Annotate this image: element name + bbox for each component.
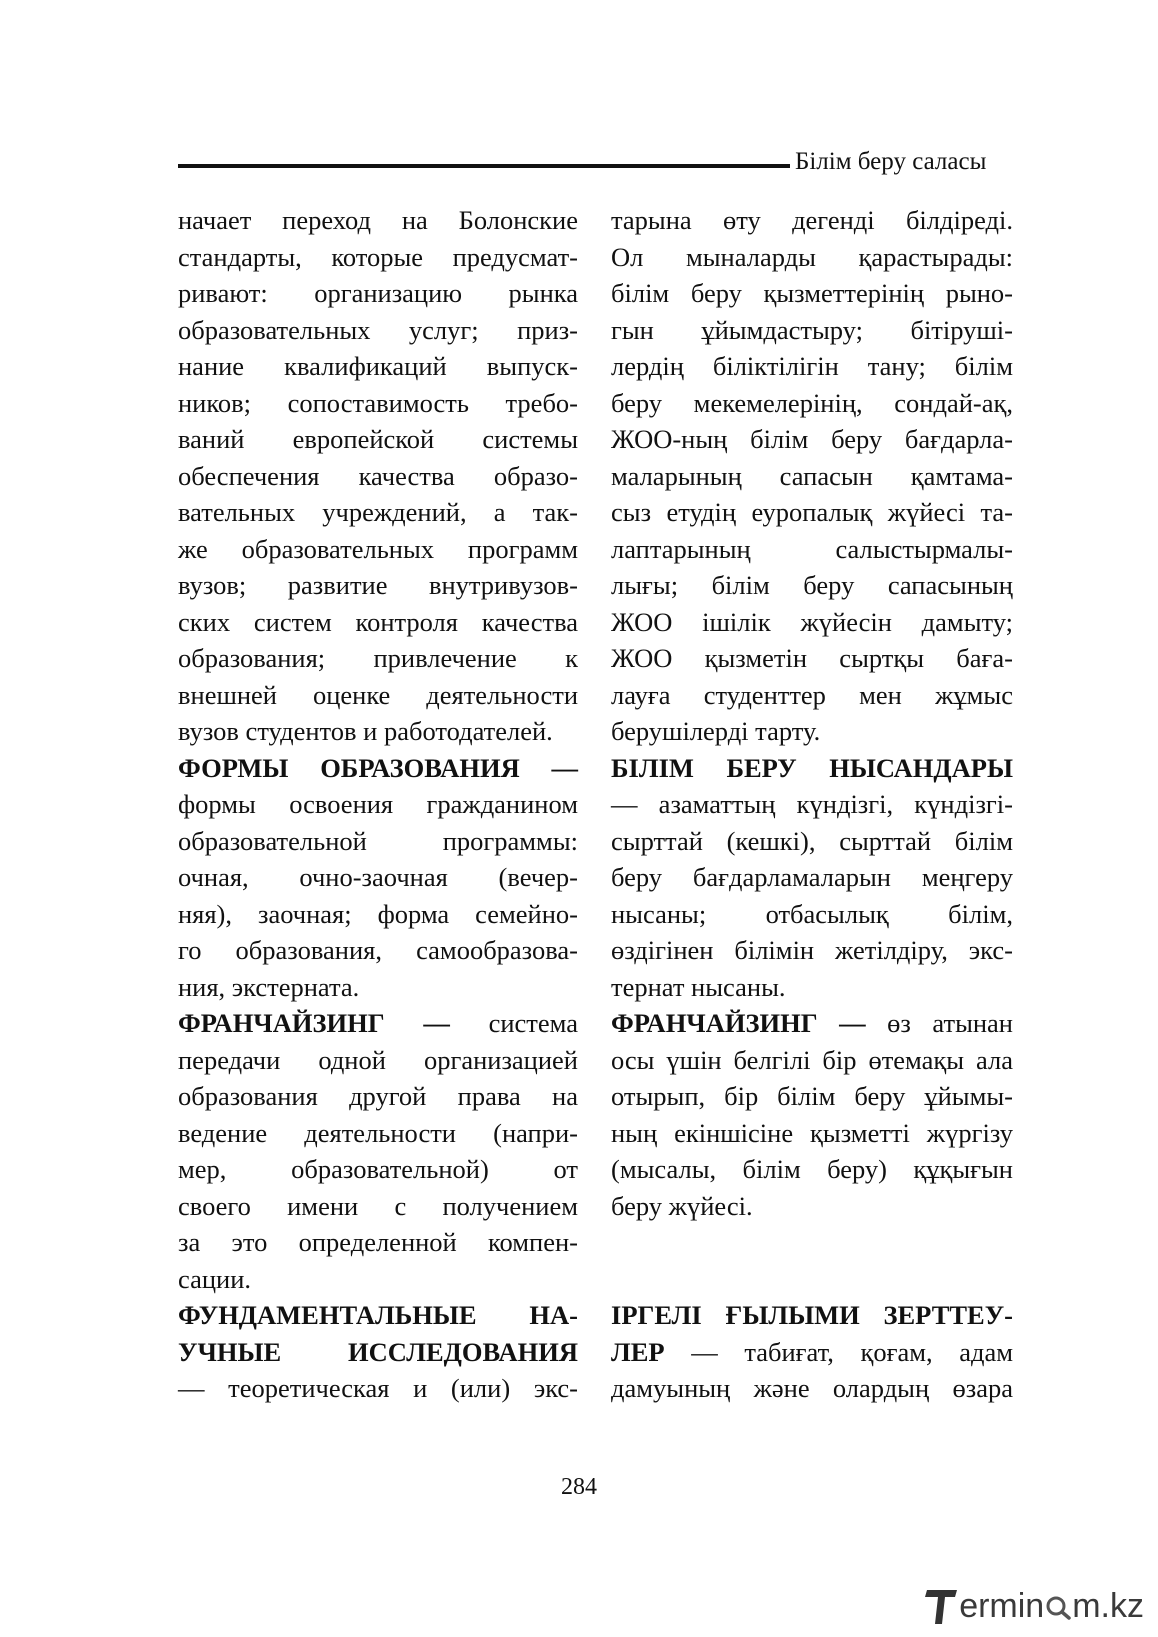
text-line <box>178 604 578 641</box>
line-text: лердің біліктілігін тану; білім <box>611 351 1013 381</box>
text-line <box>611 1297 1013 1334</box>
line-text: своего имени с получением <box>178 1190 578 1221</box>
line-text: Ол мыналарды қарастырады: <box>611 241 1013 272</box>
line-text: няя), заочная; форма семейно- <box>178 898 578 929</box>
line-text: обеспечения качества образо- <box>178 460 578 491</box>
line-text: передачи одной организацией <box>178 1044 578 1075</box>
line-text: внешней оценке деятельности <box>178 679 578 710</box>
line-text: лығы; білім беру сапасының <box>611 570 1013 600</box>
text-line <box>611 1042 1013 1079</box>
text-line <box>611 239 1013 276</box>
text-line <box>611 640 1013 677</box>
text-line <box>178 1115 578 1152</box>
magnifier-icon <box>1044 1592 1072 1620</box>
text-line <box>611 932 1013 969</box>
text-line <box>178 640 578 677</box>
line-text: осы үшін белгілі бір өтемақы ала <box>611 1044 1013 1075</box>
line-text: ваний европейской системы <box>178 424 578 454</box>
watermark-prefix: ermin <box>959 1586 1045 1625</box>
line-text: образования другой права на <box>178 1081 578 1111</box>
line-text: ЖОО ішілік жүйесін дамыту; <box>611 606 1013 637</box>
term-heading: УЧНЫЕ ИССЛЕДОВАНИЯ <box>178 1336 578 1367</box>
text-line <box>611 494 1013 531</box>
text-line <box>611 1078 1013 1115</box>
text-line <box>611 1151 1013 1188</box>
text-line <box>178 1224 578 1261</box>
line-text: дамуының және олардың өзара <box>611 1373 1013 1403</box>
term-heading: ФУНДАМЕНТАЛЬНЫЕ НА- <box>178 1300 578 1330</box>
term-heading: БІЛІМ БЕРУ НЫСАНДАРЫ <box>611 752 1013 783</box>
text-line <box>611 1370 1013 1407</box>
left-column <box>178 202 578 1407</box>
line-text: берушілерді тарту. <box>611 716 821 746</box>
text-line <box>178 786 578 823</box>
text-line <box>178 1297 578 1334</box>
text-line <box>611 604 1013 641</box>
termincom-t-icon <box>925 1586 959 1626</box>
line-text: тернат нысаны. <box>611 971 786 1002</box>
text-line <box>611 896 1013 933</box>
term-heading: ІРГЕЛІ ҒЫЛЫМИ ЗЕРТТЕУ- <box>611 1300 1013 1330</box>
line-text: вательных учреждений, а так- <box>178 497 578 527</box>
text-line <box>178 385 578 422</box>
line-text: сации. <box>178 1263 252 1294</box>
text-line <box>611 531 1013 568</box>
text-line <box>178 202 578 239</box>
term-heading: ФОРМЫ ОБРАЗОВАНИЯ — <box>178 752 578 783</box>
text-line <box>178 896 578 933</box>
text-line <box>178 531 578 568</box>
text-line <box>611 823 1013 860</box>
running-title: Білім беру саласы <box>795 148 987 175</box>
blank-line <box>611 1261 1013 1298</box>
line-text: ских систем контроля качества <box>178 606 578 637</box>
text-line <box>178 1005 578 1042</box>
text-line <box>178 932 578 969</box>
text-line <box>178 859 578 896</box>
line-text: білім беру қызметтерінің рыно- <box>611 278 1013 308</box>
text-line <box>178 1370 578 1407</box>
text-line <box>178 312 578 349</box>
text-line <box>611 385 1013 422</box>
line-text: беру жүйесі. <box>611 1190 753 1221</box>
text-line <box>611 1334 1013 1371</box>
text-line <box>178 750 578 787</box>
text-line <box>611 421 1013 458</box>
line-text: беру бағдарламаларын меңгеру <box>611 862 1013 892</box>
line-text: формы освоения гражданином <box>178 789 578 819</box>
text-line <box>178 1188 578 1225</box>
line-text: очная, очно-заочная (вечер- <box>178 862 578 892</box>
watermark-logo <box>925 1583 1144 1629</box>
text-line <box>178 458 578 495</box>
term-heading: ФРАНЧАЙЗИНГ — <box>178 1008 450 1038</box>
line-text: ның екіншісіне қызметті жүргізу <box>611 1117 1013 1148</box>
line-text: го образования, самообразова- <box>178 935 578 965</box>
line-text: — табиғат, қоғам, адам <box>664 1336 1013 1367</box>
line-text: — азаматтың күндізгі, күндізгі- <box>611 789 1013 819</box>
line-text: лауға студенттер мен жұмыс <box>611 679 1013 710</box>
text-line <box>611 1115 1013 1152</box>
term-heading: ФРАНЧАЙЗИНГ — <box>611 1008 866 1038</box>
line-text: гын ұйымдастыру; бітіруші- <box>611 314 1013 345</box>
text-line <box>178 713 578 750</box>
text-line <box>178 969 578 1006</box>
line-text: вузов; развитие внутривузов- <box>178 570 578 600</box>
text-line <box>178 823 578 860</box>
text-line <box>178 1261 578 1298</box>
text-line <box>178 677 578 714</box>
text-line <box>611 713 1013 750</box>
term-heading: ЛЕР <box>611 1336 665 1367</box>
line-text: вузов студентов и работодателей. <box>178 716 553 746</box>
text-line <box>611 312 1013 349</box>
line-text: беру мекемелерінің, сондай-ақ, <box>611 387 1013 418</box>
line-text: нысаны; отбасылық білім, <box>611 898 1013 929</box>
text-line <box>611 969 1013 1006</box>
text-line <box>178 421 578 458</box>
text-line <box>611 1005 1013 1042</box>
text-line <box>611 750 1013 787</box>
text-line <box>611 458 1013 495</box>
line-text: система <box>449 1008 578 1038</box>
text-line <box>178 494 578 531</box>
text-line <box>611 859 1013 896</box>
line-text: ников; сопоставимость требо- <box>178 387 578 418</box>
text-line <box>178 239 578 276</box>
text-line <box>178 275 578 312</box>
text-line <box>178 1042 578 1079</box>
line-text: стандарты, которые предусмат- <box>178 241 578 272</box>
text-line <box>611 1188 1013 1225</box>
line-text: образовательной программы: <box>178 825 578 856</box>
line-text: образовательных услуг; приз- <box>178 314 578 345</box>
right-column <box>611 202 1013 1407</box>
watermark-suffix: m.kz <box>1072 1586 1144 1625</box>
line-text: ния, экстерната. <box>178 971 360 1002</box>
text-line <box>611 202 1013 239</box>
text-line <box>611 677 1013 714</box>
line-text: лаптарының салыстырмалы- <box>611 533 1013 564</box>
text-line <box>178 567 578 604</box>
text-line <box>178 1334 578 1371</box>
text-line <box>178 1151 578 1188</box>
blank-line <box>611 1224 1013 1261</box>
line-text: маларының сапасын қамтама- <box>611 460 1013 491</box>
text-line <box>611 786 1013 823</box>
text-line <box>178 1078 578 1115</box>
text-line <box>611 348 1013 385</box>
line-text: ЖОО қызметін сыртқы баға- <box>611 643 1013 673</box>
line-text: ривают: организацию рынка <box>178 278 578 308</box>
line-text: сыз етудің еуропалық жүйесі та- <box>611 497 1013 527</box>
line-text: тарына өту дегенді білдіреді. <box>611 205 1013 235</box>
line-text: ведение деятельности (напри- <box>178 1117 578 1148</box>
line-text: начает переход на Болонские <box>178 205 578 235</box>
line-text: өз атынан <box>865 1008 1013 1038</box>
line-text: отырып, бір білім беру ұйымы- <box>611 1081 1013 1111</box>
text-line <box>611 275 1013 312</box>
line-text: мер, образовательной) от <box>178 1154 578 1184</box>
line-text: өздігінен білімін жетілдіру, экс- <box>611 935 1013 965</box>
header-rule <box>178 164 790 168</box>
page-number: 284 <box>561 1474 597 1500</box>
line-text: сырттай (кешкі), сырттай білім <box>611 825 1013 856</box>
line-text: ЖОО-ның білім беру бағдарла- <box>611 424 1013 454</box>
text-line <box>611 567 1013 604</box>
line-text: — теоретическая и (или) экс- <box>178 1373 578 1403</box>
line-text: нание квалификаций выпуск- <box>178 351 578 381</box>
line-text: за это определенной компен- <box>178 1227 578 1257</box>
line-text: (мысалы, білім беру) құқығын <box>611 1154 1013 1184</box>
line-text: образования; привлечение к <box>178 643 578 673</box>
line-text: же образовательных программ <box>178 533 578 564</box>
text-line <box>178 348 578 385</box>
